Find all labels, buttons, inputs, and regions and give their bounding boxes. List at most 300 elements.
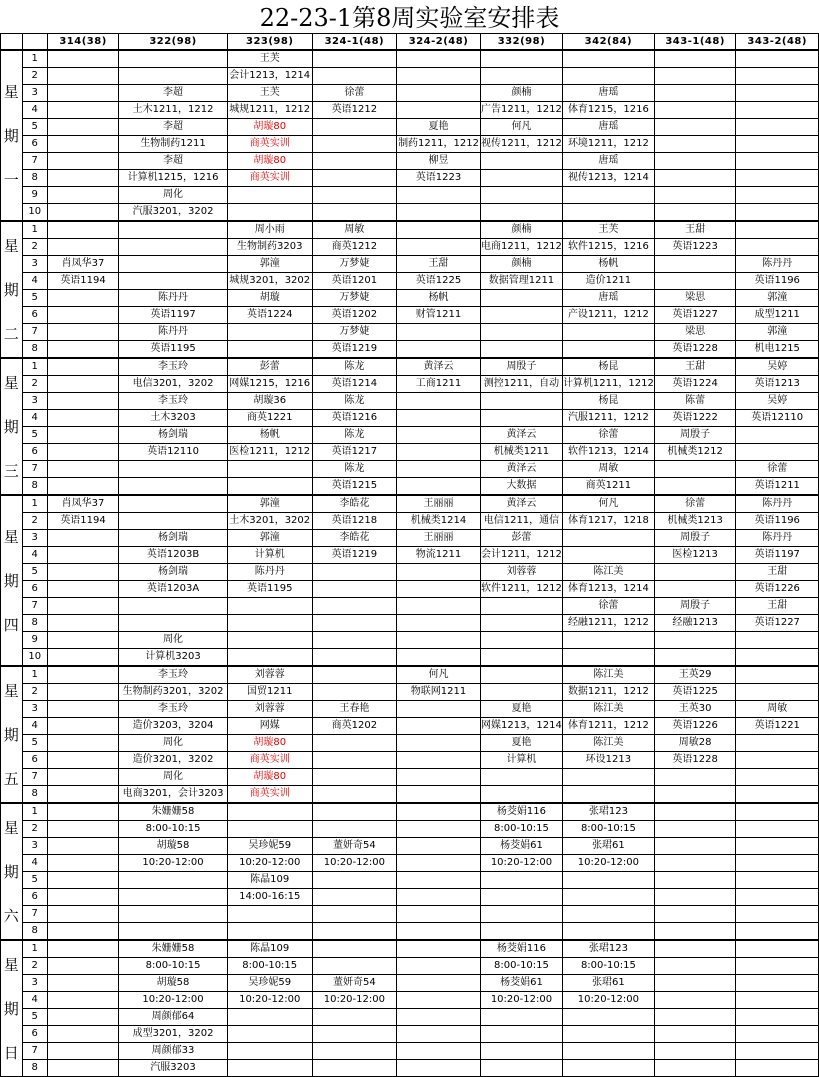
- schedule-cell: 李玉玲: [119, 358, 228, 376]
- schedule-cell: 视传1211，1212: [480, 136, 562, 153]
- schedule-cell: [227, 478, 312, 496]
- schedule-cell: [312, 1026, 396, 1043]
- period-number: 5: [22, 1009, 47, 1026]
- schedule-cell: 徐蕾: [562, 427, 654, 444]
- schedule-cell: [47, 102, 118, 119]
- schedule-row: [1, 1060, 819, 1077]
- period-number: 8: [22, 1060, 47, 1077]
- schedule-cell: [736, 872, 819, 889]
- schedule-cell: 黄泽云: [480, 495, 562, 513]
- day-label-char: 五: [3, 769, 19, 788]
- schedule-cell: 颜楠: [480, 85, 562, 102]
- schedule-row: [1, 581, 819, 598]
- schedule-cell: [47, 427, 118, 444]
- schedule-cell: [227, 461, 312, 478]
- schedule-cell: [397, 803, 481, 821]
- period-number: 8: [22, 786, 47, 804]
- schedule-cell: 陈晶109: [227, 940, 312, 958]
- schedule-cell: [654, 119, 736, 136]
- schedule-cell: 英语1227: [736, 615, 819, 632]
- day-label: [1, 495, 23, 666]
- schedule-cell: [654, 50, 736, 68]
- period-number: 3: [22, 701, 47, 718]
- schedule-cell: [47, 923, 118, 941]
- schedule-cell: 李玉玲: [119, 701, 228, 718]
- schedule-cell: 陈晶109: [227, 872, 312, 889]
- schedule-cell: [654, 1009, 736, 1026]
- schedule-cell: 体育1213，1214: [562, 581, 654, 598]
- period-number: 2: [22, 513, 47, 530]
- schedule-cell: [480, 68, 562, 85]
- period-number: 7: [22, 153, 47, 170]
- period-number: 5: [22, 427, 47, 444]
- schedule-cell: [397, 940, 481, 958]
- schedule-cell: 王甜: [736, 598, 819, 615]
- schedule-cell: [397, 598, 481, 615]
- schedule-cell: [47, 376, 118, 393]
- schedule-cell: 10:20-12:00: [562, 855, 654, 872]
- schedule-cell: 刘蓉蓉: [227, 701, 312, 718]
- period-number: 4: [22, 102, 47, 119]
- schedule-row: [1, 239, 819, 256]
- schedule-cell: [312, 615, 396, 632]
- schedule-cell: [312, 153, 396, 170]
- period-number: 3: [22, 85, 47, 102]
- period-number: 9: [22, 632, 47, 649]
- schedule-cell: 杨帆: [562, 256, 654, 273]
- schedule-cell: [562, 68, 654, 85]
- schedule-cell: [312, 68, 396, 85]
- schedule-cell: [736, 50, 819, 68]
- schedule-cell: [562, 632, 654, 649]
- schedule-cell: [562, 530, 654, 547]
- schedule-cell: [562, 324, 654, 341]
- schedule-cell: 计算机: [480, 752, 562, 769]
- period-number: 2: [22, 684, 47, 701]
- schedule-cell: 体育1217，1218: [562, 513, 654, 530]
- schedule-cell: 网媒1215，1216: [227, 376, 312, 393]
- period-number: 4: [22, 992, 47, 1009]
- schedule-cell: 李玉玲: [119, 393, 228, 410]
- schedule-cell: 胡璇80: [227, 153, 312, 170]
- schedule-cell: [397, 821, 481, 838]
- schedule-cell: 8:00-10:15: [119, 821, 228, 838]
- schedule-cell: 计算机1215，1216: [119, 170, 228, 187]
- schedule-cell: [47, 735, 118, 752]
- day-label-char: 星: [3, 955, 19, 974]
- period-number: 3: [22, 393, 47, 410]
- period-number: 1: [22, 940, 47, 958]
- schedule-cell: 10:20-12:00: [480, 855, 562, 872]
- schedule-cell: 郭潼: [227, 256, 312, 273]
- schedule-cell: [227, 324, 312, 341]
- schedule-cell: 计算机: [227, 547, 312, 564]
- schedule-row: [1, 598, 819, 615]
- schedule-cell: [480, 307, 562, 324]
- schedule-cell: [654, 958, 736, 975]
- schedule-cell: [47, 581, 118, 598]
- schedule-cell: 商英实训: [227, 786, 312, 804]
- schedule-cell: [47, 803, 118, 821]
- day-label-char: 星: [3, 82, 19, 101]
- schedule-cell: [47, 958, 118, 975]
- schedule-cell: [480, 1026, 562, 1043]
- schedule-cell: 陈龙: [312, 427, 396, 444]
- schedule-cell: [312, 684, 396, 701]
- schedule-cell: [654, 992, 736, 1009]
- schedule-cell: [397, 50, 481, 68]
- schedule-row: [1, 632, 819, 649]
- schedule-cell: 商英实训: [227, 170, 312, 187]
- schedule-cell: 王英29: [654, 666, 736, 684]
- schedule-cell: 英语1225: [654, 684, 736, 701]
- schedule-cell: [397, 838, 481, 855]
- schedule-cell: 英语1226: [736, 581, 819, 598]
- schedule-cell: [119, 273, 228, 290]
- schedule-cell: 土木1211，1212: [119, 102, 228, 119]
- schedule-cell: [47, 889, 118, 906]
- room-header-324-1: 324-1(48): [312, 34, 396, 51]
- schedule-cell: 陈江美: [562, 564, 654, 581]
- day-label-char: 一: [3, 170, 19, 189]
- schedule-cell: 生物制药3201，3202: [119, 684, 228, 701]
- schedule-cell: 朱姗姗58: [119, 940, 228, 958]
- schedule-cell: 周敏: [736, 701, 819, 718]
- schedule-cell: 汽服3203: [119, 1060, 228, 1077]
- schedule-cell: 徐蕾: [562, 598, 654, 615]
- schedule-cell: [47, 461, 118, 478]
- schedule-cell: 颜楠: [480, 221, 562, 239]
- schedule-row: [1, 940, 819, 958]
- schedule-cell: 胡璇58: [119, 975, 228, 992]
- schedule-cell: 电商3201，会计3203: [119, 786, 228, 804]
- schedule-cell: 英语1214: [312, 376, 396, 393]
- schedule-cell: 生物制药3203: [227, 239, 312, 256]
- schedule-cell: [227, 204, 312, 222]
- schedule-row: [1, 170, 819, 187]
- schedule-cell: 机械类1214: [397, 513, 481, 530]
- schedule-cell: 电信1211，通信: [480, 513, 562, 530]
- schedule-cell: [47, 1009, 118, 1026]
- schedule-cell: [397, 444, 481, 461]
- schedule-cell: 万梦婕: [312, 256, 396, 273]
- schedule-cell: [47, 221, 118, 239]
- schedule-cell: 英语1228: [654, 341, 736, 359]
- schedule-cell: [654, 923, 736, 941]
- schedule-cell: [312, 581, 396, 598]
- schedule-cell: [47, 1026, 118, 1043]
- schedule-cell: [47, 290, 118, 307]
- schedule-cell: [736, 923, 819, 941]
- schedule-cell: 吴珍妮59: [227, 838, 312, 855]
- day-label-char: 三: [3, 461, 19, 480]
- schedule-cell: 肖凤华37: [47, 256, 118, 273]
- day-label: [1, 666, 23, 803]
- schedule-cell: [562, 889, 654, 906]
- schedule-cell: [736, 119, 819, 136]
- schedule-cell: [312, 786, 396, 804]
- schedule-cell: [480, 324, 562, 341]
- schedule-cell: [562, 341, 654, 359]
- schedule-row: [1, 410, 819, 427]
- period-number: 8: [22, 615, 47, 632]
- schedule-cell: [480, 598, 562, 615]
- schedule-cell: 杨剑瑞: [119, 564, 228, 581]
- period-number: 2: [22, 239, 47, 256]
- schedule-cell: 数据管理1211: [480, 273, 562, 290]
- schedule-cell: 陈龙: [312, 358, 396, 376]
- schedule-cell: 汽服1211，1212: [562, 410, 654, 427]
- day-label-char: 期: [3, 725, 19, 744]
- page-title: 22-23-1第8周实验室安排表: [259, 4, 560, 32]
- schedule-cell: 吴珍妮59: [227, 975, 312, 992]
- schedule-cell: 商英实训: [227, 752, 312, 769]
- schedule-cell: [312, 889, 396, 906]
- schedule-cell: [736, 632, 819, 649]
- period-number: 6: [22, 752, 47, 769]
- schedule-cell: 杨昆: [562, 393, 654, 410]
- schedule-cell: 英语1195: [227, 581, 312, 598]
- schedule-cell: 英语1213: [736, 376, 819, 393]
- schedule-cell: [480, 684, 562, 701]
- schedule-cell: [480, 290, 562, 307]
- schedule-cell: [736, 68, 819, 85]
- schedule-cell: [480, 410, 562, 427]
- schedule-cell: 董妍奇54: [312, 838, 396, 855]
- schedule-cell: 吴婷: [736, 358, 819, 376]
- schedule-cell: [47, 701, 118, 718]
- schedule-row: [1, 838, 819, 855]
- schedule-cell: 10:20-12:00: [119, 855, 228, 872]
- schedule-cell: [736, 85, 819, 102]
- schedule-cell: [480, 889, 562, 906]
- schedule-cell: [654, 256, 736, 273]
- schedule-row: [1, 855, 819, 872]
- schedule-cell: [654, 204, 736, 222]
- day-label-char: 期: [3, 417, 19, 436]
- schedule-row: [1, 906, 819, 923]
- schedule-cell: 董妍奇54: [312, 975, 396, 992]
- schedule-cell: [480, 615, 562, 632]
- schedule-cell: [227, 923, 312, 941]
- day-label-char: 日: [3, 1043, 19, 1062]
- schedule-cell: [397, 1060, 481, 1077]
- schedule-cell: [654, 187, 736, 204]
- schedule-cell: 周化: [119, 735, 228, 752]
- schedule-row: [1, 615, 819, 632]
- schedule-cell: 英语1224: [654, 376, 736, 393]
- day-label: [1, 803, 23, 940]
- schedule-cell: 柳昱: [397, 153, 481, 170]
- schedule-cell: [736, 975, 819, 992]
- schedule-cell: 8:00-10:15: [562, 958, 654, 975]
- schedule-cell: 英语1197: [119, 307, 228, 324]
- schedule-cell: [654, 273, 736, 290]
- schedule-cell: 王芙: [227, 50, 312, 68]
- schedule-cell: [480, 1009, 562, 1026]
- schedule-cell: [654, 632, 736, 649]
- schedule-cell: [397, 478, 481, 496]
- schedule-cell: [654, 85, 736, 102]
- schedule-cell: [736, 444, 819, 461]
- schedule-cell: [397, 889, 481, 906]
- schedule-cell: 英语1215: [312, 478, 396, 496]
- header-row: [1, 34, 819, 51]
- schedule-row: [1, 324, 819, 341]
- schedule-cell: [736, 786, 819, 804]
- schedule-cell: [47, 136, 118, 153]
- schedule-cell: 英语1222: [654, 410, 736, 427]
- schedule-cell: [47, 239, 118, 256]
- schedule-cell: [654, 786, 736, 804]
- schedule-cell: 陈江美: [562, 666, 654, 684]
- schedule-cell: 郭潼: [227, 495, 312, 513]
- schedule-cell: 陈丹丹: [119, 290, 228, 307]
- schedule-cell: [47, 752, 118, 769]
- schedule-cell: [47, 1060, 118, 1077]
- period-number: 10: [22, 649, 47, 667]
- schedule-cell: [119, 615, 228, 632]
- schedule-cell: [654, 170, 736, 187]
- schedule-cell: 10:20-12:00: [312, 992, 396, 1009]
- schedule-cell: [312, 940, 396, 958]
- period-number: 6: [22, 889, 47, 906]
- schedule-cell: 何凡: [480, 119, 562, 136]
- schedule-cell: [47, 564, 118, 581]
- schedule-cell: [47, 478, 118, 496]
- schedule-row: [1, 786, 819, 804]
- schedule-cell: [227, 187, 312, 204]
- schedule-cell: 周殷子: [480, 358, 562, 376]
- schedule-cell: [119, 461, 228, 478]
- schedule-cell: 软件1211，1212: [480, 581, 562, 598]
- schedule-cell: [654, 153, 736, 170]
- schedule-cell: [397, 855, 481, 872]
- schedule-cell: 经融1211，1212: [562, 615, 654, 632]
- schedule-cell: [312, 752, 396, 769]
- schedule-cell: 刘蓉蓉: [480, 564, 562, 581]
- schedule-row: [1, 530, 819, 547]
- schedule-cell: [47, 632, 118, 649]
- schedule-row: [1, 187, 819, 204]
- schedule-cell: [562, 1060, 654, 1077]
- schedule-cell: [736, 803, 819, 821]
- schedule-row: [1, 136, 819, 153]
- schedule-cell: [47, 547, 118, 564]
- schedule-cell: 城规1211，1212: [227, 102, 312, 119]
- schedule-cell: 周敏: [312, 221, 396, 239]
- period-number: 7: [22, 769, 47, 786]
- schedule-cell: [312, 821, 396, 838]
- schedule-cell: [119, 872, 228, 889]
- schedule-cell: [736, 1060, 819, 1077]
- schedule-cell: 软件1213，1214: [562, 444, 654, 461]
- schedule-cell: 产设1211，1212: [562, 307, 654, 324]
- schedule-cell: [736, 187, 819, 204]
- period-number: 8: [22, 341, 47, 359]
- schedule-cell: 陈江美: [562, 735, 654, 752]
- schedule-cell: [397, 992, 481, 1009]
- schedule-cell: [227, 632, 312, 649]
- schedule-row: [1, 513, 819, 530]
- schedule-cell: [397, 906, 481, 923]
- schedule-cell: 王甜: [397, 256, 481, 273]
- schedule-cell: [227, 1060, 312, 1077]
- schedule-cell: 英语1219: [312, 341, 396, 359]
- day-label: [1, 358, 23, 495]
- schedule-cell: [119, 239, 228, 256]
- schedule-cell: [119, 906, 228, 923]
- schedule-cell: 城规3201，3202: [227, 273, 312, 290]
- schedule-cell: 10:20-12:00: [312, 855, 396, 872]
- schedule-row: [1, 307, 819, 324]
- schedule-row: [1, 461, 819, 478]
- schedule-cell: [480, 872, 562, 889]
- schedule-cell: [736, 855, 819, 872]
- schedule-cell: 英语1216: [312, 410, 396, 427]
- schedule-cell: [47, 649, 118, 667]
- schedule-cell: 英语1202: [312, 307, 396, 324]
- schedule-cell: [397, 923, 481, 941]
- schedule-cell: 吴婷: [736, 393, 819, 410]
- schedule-cell: [736, 1009, 819, 1026]
- schedule-cell: [312, 872, 396, 889]
- schedule-cell: [736, 666, 819, 684]
- schedule-cell: [736, 1026, 819, 1043]
- schedule-cell: [397, 701, 481, 718]
- schedule-cell: 制药1211，1212: [397, 136, 481, 153]
- schedule-row: [1, 992, 819, 1009]
- schedule-cell: [312, 632, 396, 649]
- schedule-cell: 医检1211，1212: [227, 444, 312, 461]
- schedule-cell: [736, 906, 819, 923]
- room-header-343-1: 343-1(48): [654, 34, 736, 51]
- schedule-cell: [312, 803, 396, 821]
- schedule-cell: [397, 393, 481, 410]
- schedule-cell: 网媒: [227, 718, 312, 735]
- schedule-cell: 杨茭娟116: [480, 803, 562, 821]
- schedule-cell: 软件1215，1216: [562, 239, 654, 256]
- schedule-cell: [47, 341, 118, 359]
- schedule-cell: [47, 821, 118, 838]
- schedule-cell: 王甜: [654, 221, 736, 239]
- schedule-cell: [480, 1043, 562, 1060]
- schedule-row: [1, 684, 819, 701]
- schedule-cell: [480, 906, 562, 923]
- schedule-cell: [736, 889, 819, 906]
- period-number: 7: [22, 906, 47, 923]
- schedule-cell: 测控1211，自动: [480, 376, 562, 393]
- period-number: 3: [22, 256, 47, 273]
- period-number: 7: [22, 461, 47, 478]
- schedule-row: [1, 889, 819, 906]
- period-number: 3: [22, 530, 47, 547]
- schedule-cell: [47, 85, 118, 102]
- schedule-cell: 造价3203，3204: [119, 718, 228, 735]
- schedule-cell: [47, 68, 118, 85]
- schedule-row: [1, 273, 819, 290]
- schedule-cell: 英语12110: [736, 410, 819, 427]
- schedule-cell: 胡璇36: [227, 393, 312, 410]
- schedule-cell: [480, 786, 562, 804]
- period-number: 8: [22, 923, 47, 941]
- schedule-cell: [562, 1043, 654, 1060]
- schedule-cell: 8:00-10:15: [480, 821, 562, 838]
- schedule-cell: [397, 1043, 481, 1060]
- schedule-row: [1, 50, 819, 68]
- schedule-cell: 商英1211: [562, 478, 654, 496]
- schedule-cell: 杨昆: [562, 358, 654, 376]
